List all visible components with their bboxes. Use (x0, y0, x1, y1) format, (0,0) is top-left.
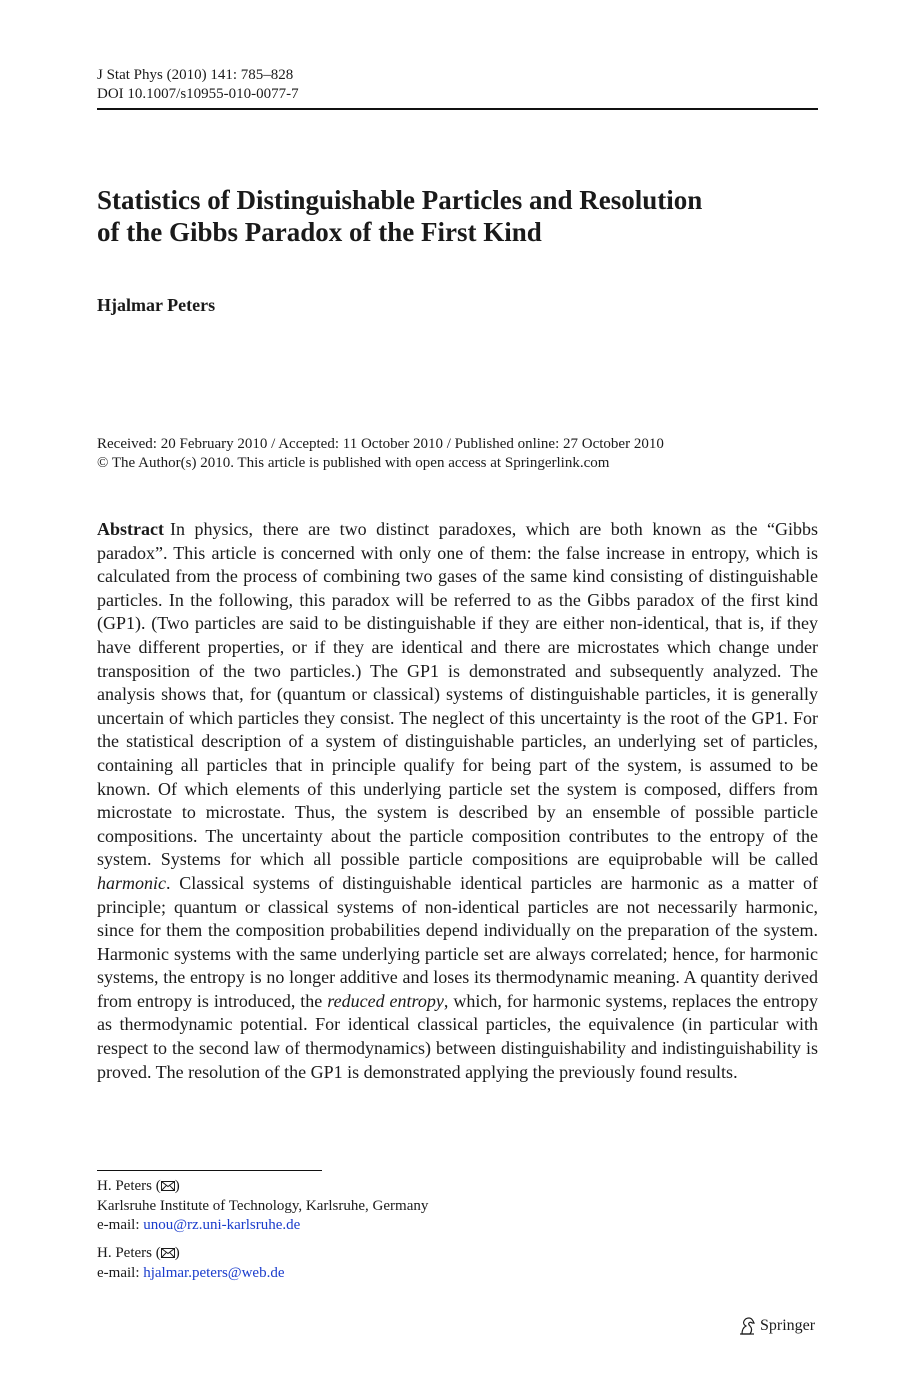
email-label: e-mail: (97, 1264, 144, 1281)
journal-header (97, 66, 299, 104)
date-history: Received: 20 February 2010 / Accepted: 11 October 2010 / Published online: 27 October 2010 (97, 436, 664, 452)
abstract-text-2: . Classical systems of distinguishable identical particles are harmonic as a matter of principle; quantum or classical systems of non-identical particles are not necessarily harmonic, since for them the composition probabilities depend individually on the preparation of the system. Harmonic systems with the same underlying particle set are always correlated; hence, for harmonic systems, the entropy is no longer additive and loses its thermodynamic meaning. A quantity derived from entropy is introduced, the (97, 872, 818, 1011)
footnote-email-row (97, 1216, 428, 1236)
abstract-text-1: In physics, there are two distinct paradoxes, which are both known as the “Gibbs paradox”. This article is concerned with only one of them: the false increase in entropy, which is calculated from the process of combining two gases of the same kind consisting of distinguishable particles. In the following, this paradox will be referred to as the Gibbs paradox of the first kind (GP1). (Two particles are said to be distinguishable if they are either non-identical, that is, if they have different properties, or if they are identical and there are microstates which change under transposition of the two particles.) The GP1 is demonstrated and subsequently analyzed. The analysis shows that, for (quantum or classical) systems of distinguishable particles, it is generally uncertain of which particles they consist. The neglect of this uncertainty is the root of the GP1. For the statistical description of a system of distinguishable particles, an underlying set of particles, containing all particles that in principle qualify for being part of the system, is assumed to be known. Of which elements of this underlying particle set the system is composed, differs from microstate to microstate. Thus, the system is described by an ensemble of possible particle compositions. The uncertainty about the particle composition contributes to the entropy of the system. Systems for which all possible particle compositions are equiprobable will be called (97, 519, 818, 870)
abstract (97, 518, 818, 1084)
doi: DOI 10.1007/s10955-010-0077-7 (97, 86, 299, 102)
author-name: Hjalmar Peters (97, 295, 216, 315)
title-line-2: of the Gibbs Paradox of the First Kind (97, 217, 542, 247)
title-line-1: Statistics of Distinguishable Particles and Resolution (97, 185, 703, 215)
footnote-paren: ) (174, 1245, 180, 1261)
paper-title (97, 184, 817, 248)
publication-dates (97, 435, 664, 473)
footnote-affiliation-2 (97, 1244, 285, 1283)
footnote-email-row (97, 1264, 285, 1284)
footnote-affiliation-1 (97, 1177, 428, 1236)
journal-citation: J Stat Phys (2010) 141: 785–828 (97, 67, 294, 83)
header-rule (97, 108, 818, 110)
abstract-label: Abstract (97, 519, 164, 539)
footnote-paren: ) (174, 1178, 180, 1194)
footnote-author-name: H. Peters ( (97, 1178, 161, 1194)
email-label: e-mail: (97, 1217, 144, 1233)
envelope-icon (161, 1248, 175, 1258)
footnote-author (97, 1244, 285, 1264)
footnote-author (97, 1177, 428, 1197)
footnote-rule (97, 1170, 322, 1171)
copyright-notice: © The Author(s) 2010. This article is published with open access at Springerlink.com (97, 455, 610, 471)
email-link[interactable]: unou@rz.uni-karlsruhe.de (143, 1217, 301, 1233)
abstract-term-reduced-entropy: reduced entropy (327, 990, 444, 1011)
footnote-affiliation: Karlsruhe Institute of Technology, Karlsruhe, Germany (97, 1197, 429, 1214)
springer-logo (738, 1316, 815, 1336)
envelope-icon (161, 1181, 175, 1191)
footnote-author-name: H. Peters ( (97, 1245, 161, 1261)
springer-wordmark: Springer (760, 1317, 816, 1334)
springer-horse-icon (738, 1316, 756, 1336)
abstract-text-3: , which, for harmonic systems, replaces the entropy as thermodynamic potential. For identical classical particles, the equivalence (in particular with respect to the second law of thermodynamics) between distinguishability and indistinguishability is proved. The resolution of the GP1 is demonstrated applying the previously found results. (97, 990, 819, 1082)
abstract-term-harmonic: harmonic (97, 872, 166, 893)
email-link[interactable]: hjalmar.peters@web.de (143, 1264, 285, 1281)
